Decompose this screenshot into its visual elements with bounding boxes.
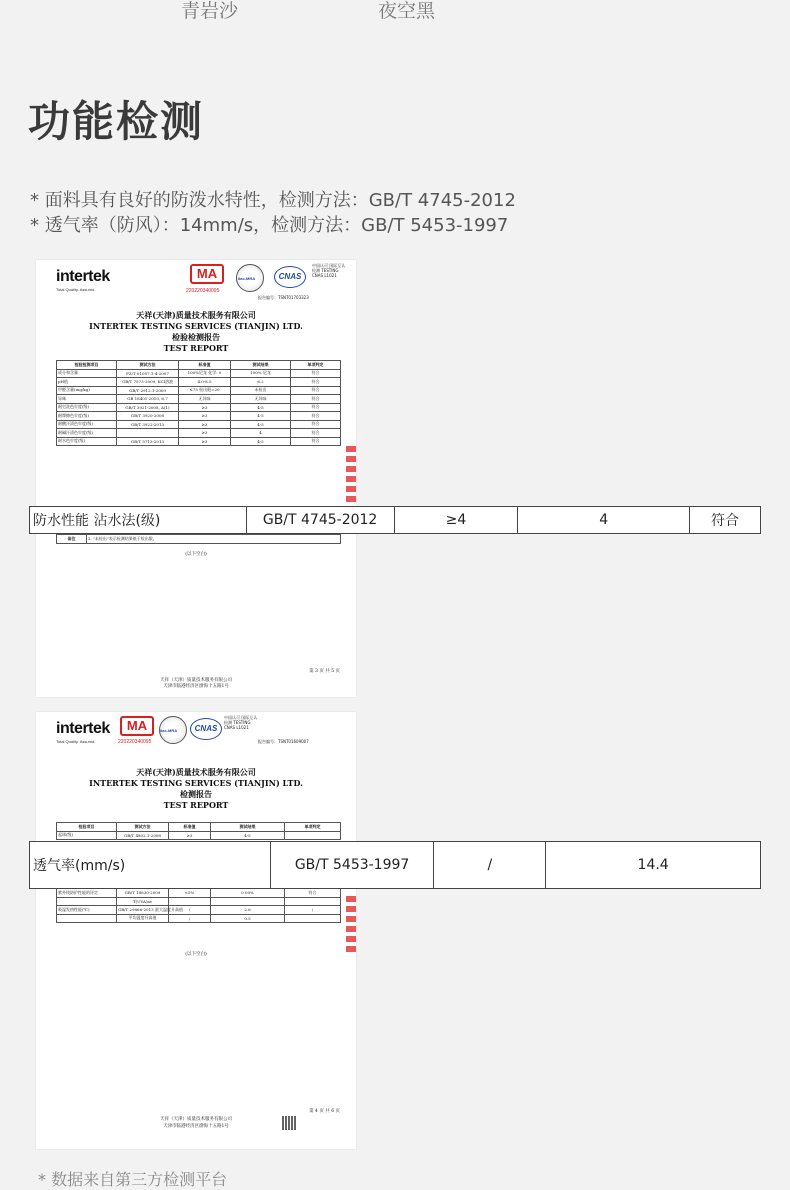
cell: GB/T 2912.1-2009 (117, 386, 179, 395)
footer-company: 天祥（天津）质量技术服务有限公司 (160, 678, 232, 683)
cell: 符合 (291, 369, 341, 378)
report1-results-table (56, 360, 341, 446)
cell: 起球(级) (57, 831, 117, 840)
cell (285, 897, 341, 906)
company-en: INTERTEK TESTING SERVICES (TIANJIN) LTD. (89, 321, 303, 331)
overlay-table-row (30, 507, 761, 534)
cell: ≥3 (179, 412, 231, 421)
overlay-standard: / (434, 842, 546, 889)
report-number: 报告编号：TSNT01609007 (258, 739, 309, 744)
cell: GB/T 3922-2013 (117, 420, 179, 429)
report-number: 报告编号：TSNT01703323 (258, 295, 309, 300)
table-row (57, 403, 341, 412)
cell: GB/T 7573-2009, KCl溶液 (117, 378, 179, 387)
cell: 100% 尼龙 (231, 369, 291, 378)
cell: 4.0-8.5 (179, 378, 231, 387)
cell: 甲醛含量(mg/kg) (57, 386, 117, 395)
cell: ≥3 (179, 437, 231, 446)
header-standard: 标准值 (179, 361, 231, 370)
note-air-permeability: * 透气率（防风）：14mm/s，检测方法：GB/T 5453-1997 (30, 215, 509, 236)
table-row (57, 369, 341, 378)
cell: 紫外线防护性能的评定 (57, 889, 117, 898)
cell: 符合 (291, 386, 341, 395)
footer-company: 天祥（天津）质量技术服务有限公司 (160, 1117, 232, 1122)
cell: GB/T 5713-2013 (117, 437, 179, 446)
overlay-item: 防水性能 沾水法(级) (30, 507, 247, 534)
logo-tagline: Total Quality. Assured. (56, 287, 96, 292)
cell: pH值 (57, 378, 117, 387)
cell: 异味 (57, 395, 117, 404)
cell: 符合 (291, 429, 341, 438)
cnas-logo-icon: CNAS (274, 266, 306, 288)
report-title-cn: 检验检测报告 (172, 332, 220, 342)
cell (285, 831, 341, 840)
ma-certification-icon: MA (190, 264, 224, 284)
overlay-standard: ≥4 (394, 507, 518, 534)
cell: 符合 (291, 403, 341, 412)
cell: GB 18401-2010, 6.7 (117, 395, 179, 404)
cell (117, 429, 179, 438)
company-en: INTERTEK TESTING SERVICES (TIANJIN) LTD. (89, 778, 303, 788)
cell: 4-5 (231, 403, 291, 412)
header-method: 测试方法 (117, 361, 179, 370)
cell: 2.6 (211, 906, 285, 915)
cell: GB/T 3921-2008, A(1) (117, 403, 179, 412)
report-title-en: TEST REPORT (163, 343, 229, 353)
cell: ≥3 (179, 420, 231, 429)
cell: GB/T 18830-2009 (117, 889, 169, 898)
cell (169, 897, 211, 906)
header-method: 测试方法 (117, 823, 169, 832)
blank-note: (以下空白) (185, 552, 207, 557)
cell: 耐摩擦色牢度(级) (57, 412, 117, 421)
remark-text: 2. "未检出"表示检测结果低于检出限。 (87, 535, 341, 544)
cell: GB/T 3920-2008 (117, 412, 179, 421)
cell: ≥3 (179, 403, 231, 412)
table-row (57, 378, 341, 387)
company-cn: 天祥(天津)质量技术服务有限公司 (136, 310, 256, 320)
report-title-cn: 检测报告 (180, 789, 212, 799)
cell: 无异味 (179, 395, 231, 404)
page-number: 第 3 页 共 5 页 (309, 669, 340, 674)
header-result: 测试结果 (231, 361, 291, 370)
cell: 符合 (291, 378, 341, 387)
cell: 未检出 (231, 386, 291, 395)
table-row (57, 429, 341, 438)
cnas-logo-icon: CNAS (190, 718, 222, 740)
cell: ≥3 (179, 429, 231, 438)
overlay-result: 14.4 (546, 842, 761, 889)
intertek-logo: intertek (56, 268, 110, 285)
table-row (57, 906, 341, 915)
cell: 4 (231, 429, 291, 438)
header-standard: 标准值 (169, 823, 211, 832)
table-row (57, 889, 341, 898)
red-seal-stamp (346, 446, 356, 506)
ma-number: 220220340095 (118, 739, 152, 745)
blank-note: (以下空白) (185, 952, 207, 957)
section-title: 功能检测 (28, 97, 205, 146)
footer-address: 天津市临港经济区渤海十五路1号 (163, 1124, 229, 1129)
cell: 4-5 (231, 437, 291, 446)
header-result: 测试结果 (211, 823, 285, 832)
table-row (57, 914, 341, 923)
cell: 耐水色牢度(级) (57, 437, 117, 446)
cell: GB/T 29866-2013 最大温度升高值 (117, 906, 169, 915)
ilac-label: ilac-MRA (238, 276, 256, 281)
overlay-row-air-permeability (29, 841, 761, 889)
cell: 4-5 (231, 412, 291, 421)
cell: ≥3 (169, 831, 211, 840)
header-item: 检验项目 (57, 823, 117, 832)
cell (57, 914, 117, 923)
cell: / (285, 906, 341, 915)
report2-results-table-bottom (56, 888, 341, 923)
overlay-method: GB/T 4745-2012 (246, 507, 394, 534)
table-row (57, 386, 341, 395)
table-row (57, 831, 341, 840)
cell (285, 914, 341, 923)
cell: 耐酸汗渍色牢度(级) (57, 420, 117, 429)
bottom-note: * 数据来自第三方检测平台 (38, 1170, 228, 1189)
ma-number: 220220340095 (186, 288, 220, 294)
color-label-yekonghei: 夜空黑 (378, 0, 436, 22)
cell: 耐皂洗色牢度(级) (57, 403, 117, 412)
cell: 0.5 (211, 914, 285, 923)
table-header-row (57, 823, 341, 832)
page-number: 第 4 页 共 6 页 (309, 1109, 340, 1114)
table-row (57, 420, 341, 429)
table-row (57, 412, 341, 421)
cell (211, 897, 285, 906)
cell: 4-5 (211, 831, 285, 840)
remark-label: 备注 (57, 535, 87, 544)
cell: 吸湿发热性能(℃) (57, 906, 117, 915)
cell: <5% (169, 889, 211, 898)
cell: 符合 (285, 889, 341, 898)
footer-address: 天津市临港经济区渤海十五路1号 (163, 684, 229, 689)
cell: 耐碱汗渍色牢度(级) (57, 429, 117, 438)
overlay-row-water-repellent (29, 506, 761, 534)
color-label-qingyansha: 青岩沙 (181, 0, 239, 22)
overlay-table-row (30, 842, 761, 889)
header-judge: 单项判定 (285, 823, 341, 832)
cell (57, 897, 117, 906)
header-item: 检验检测项目 (57, 361, 117, 370)
cell: ≤75 检出限=20 (179, 386, 231, 395)
cell: 4-5 (231, 420, 291, 429)
table-row (57, 395, 341, 404)
cell: 平均温度升高值 (117, 914, 169, 923)
header-judge: 单项判定 (291, 361, 341, 370)
cell: / (169, 914, 211, 923)
cell: 6.2 (231, 378, 291, 387)
red-seal-stamp (346, 896, 356, 952)
overlay-judge: 符合 (690, 507, 761, 534)
overlay-method: GB/T 5453-1997 (270, 842, 434, 889)
company-cn: 天祥(天津)质量技术服务有限公司 (136, 767, 256, 777)
cell: 100%尼龙 化学: 0 (179, 369, 231, 378)
ma-certification-icon: MA (120, 716, 154, 736)
intertek-logo: intertek (56, 720, 110, 737)
cell: FZ/T 01057.1-4-2007 (117, 369, 179, 378)
cnas-text: 中国认可 国际互认 检测 TESTING CNAS L1021 (312, 263, 346, 278)
cell: 符合 (291, 395, 341, 404)
note-water-repellent: * 面料具有良好的防泼水特性，检测方法：GB/T 4745-2012 (30, 190, 516, 211)
cell: 无异味 (231, 395, 291, 404)
cell: 符合 (291, 420, 341, 429)
cnas-text: 中国认可 国际互认 检测 TESTING CNAS L1021 (224, 715, 258, 730)
cell: T(UVA)av (117, 897, 169, 906)
table-row (57, 437, 341, 446)
report2-results-table-top (56, 822, 341, 840)
test-report-2 (36, 712, 356, 1149)
cell: 0.09% (211, 889, 285, 898)
cell: GB/T 4802.1-2008 (117, 831, 169, 840)
report-title-en: TEST REPORT (163, 800, 229, 810)
cell: 符合 (291, 412, 341, 421)
test-report-1 (36, 260, 356, 697)
ilac-label: ilac-MRA (160, 728, 178, 733)
table-row (57, 897, 341, 906)
logo-tagline: Total Quality. Assured. (56, 739, 96, 744)
qr-code-icon (282, 1116, 296, 1130)
cell: 符合 (291, 437, 341, 446)
remark-row (57, 535, 341, 544)
cell: 成分和含量 (57, 369, 117, 378)
cell: / (169, 906, 211, 915)
table-header-row (57, 361, 341, 370)
overlay-item: 透气率(mm/s) (30, 842, 271, 889)
overlay-result: 4 (518, 507, 690, 534)
report1-remark-table (56, 534, 341, 544)
